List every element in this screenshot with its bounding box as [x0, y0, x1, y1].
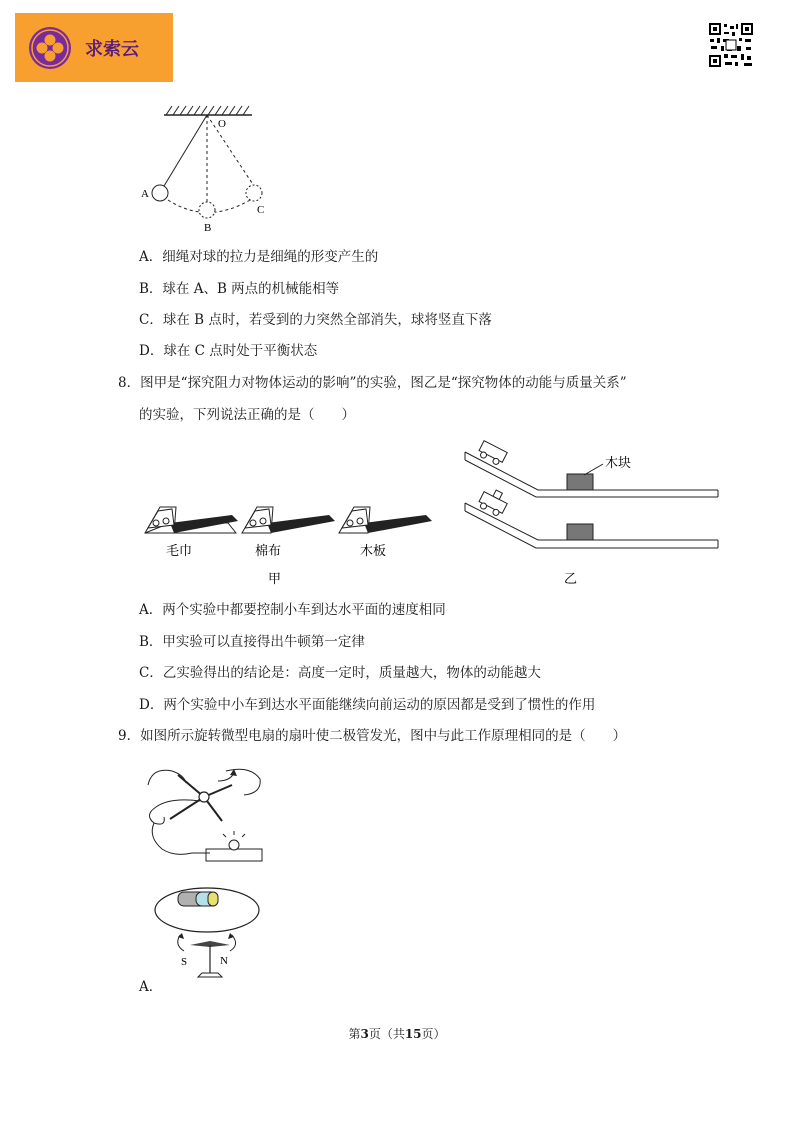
ramp-towel: [145, 507, 238, 533]
label-cotton: 棉布: [255, 544, 282, 559]
footer-prefix: 第: [348, 1027, 361, 1041]
label-a: A: [141, 188, 149, 200]
brand-name: 求索云: [85, 38, 139, 60]
pendulum-figure: [140, 100, 280, 235]
qr-code-icon: [708, 22, 754, 68]
footer-suffix: 页）: [421, 1027, 446, 1041]
label-b: B: [204, 222, 212, 234]
q9-stem: 9．如图所示旋转微型电扇的扇叶使二极管发光，图中与此工作原理相同的是（ ）: [118, 728, 627, 744]
q8-stem-line2: 的实验，下列说法正确的是（ ）: [139, 407, 355, 423]
compass-label-s: S: [181, 956, 188, 968]
footer-total-pages: 15: [404, 1027, 422, 1041]
q7-option-c: C．球在 B 点时，若受到的力突然全部消失，球将竖直下落: [139, 312, 492, 328]
q7-option-a: A．细绳对球的拉力是细绳的形变产生的: [139, 249, 379, 265]
label-jia: 甲: [268, 572, 282, 587]
figure-jia: [140, 495, 440, 590]
q8-option-a: A．两个实验中都要控制小车到达水平面的速度相同: [139, 602, 446, 618]
compass-label-n: N: [220, 955, 228, 967]
track-bottom: [465, 485, 718, 548]
label-c: C: [257, 204, 265, 216]
q8-option-b: B．甲实验可以直接得出牛顿第一定律: [139, 634, 365, 650]
label-block: 木块: [605, 456, 632, 471]
q8-option-c: C．乙实验得出的结论是：高度一定时，质量越大，物体的动能越大: [139, 665, 541, 681]
track-top: [465, 441, 718, 497]
q7-option-d: D．球在 C 点时处于平衡状态: [139, 343, 318, 359]
q8-stem-line1: 8．图甲是“探究阻力对物体运动的影响”的实验，图乙是“探究物体的动能与质量关系”: [118, 375, 627, 391]
footer-page-number: 3: [360, 1027, 369, 1041]
label-yi: 乙: [564, 572, 578, 587]
label-board: 木板: [360, 544, 387, 559]
q9-option-a: A．: [139, 979, 163, 995]
figure-yi: [460, 438, 725, 588]
brand-logo: [15, 13, 173, 82]
q8-option-d: D．两个实验中小车到达水平面能继续向前运动的原因都是受到了惯性的作用: [139, 697, 596, 713]
solenoid-compass-figure: [150, 875, 265, 980]
label-towel: 毛巾: [166, 544, 193, 559]
clover-icon: [27, 25, 73, 71]
fan-diode-figure: [140, 757, 270, 869]
footer-middle: 页（共: [368, 1027, 405, 1041]
ramp-cotton: [242, 507, 335, 533]
page-footer: [0, 1025, 794, 1042]
q7-option-b: B．球在 A、B 两点的机械能相等: [139, 281, 340, 297]
label-o: O: [218, 118, 226, 130]
ramp-board: [339, 507, 432, 533]
